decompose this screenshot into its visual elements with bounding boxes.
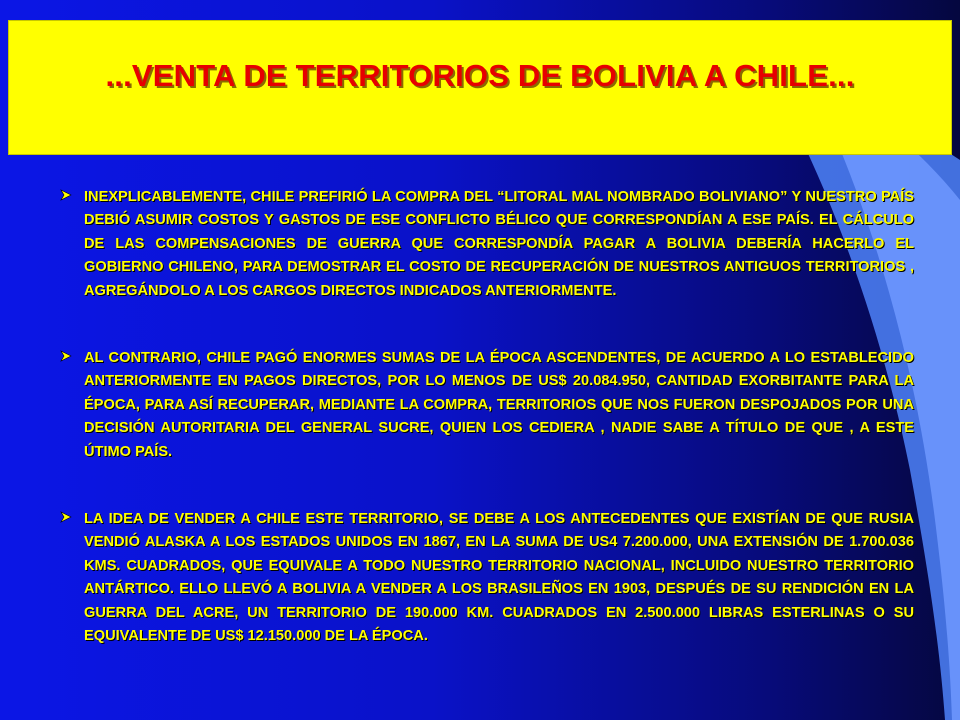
bullet-list [60,186,914,693]
slide-title: ...VENTA DE TERRITORIOS DE BOLIVIA A CHILE... [105,57,855,93]
bullet-item [60,347,914,464]
bullet-item [60,186,914,303]
arrow-bullet-icon [60,511,72,523]
bullet-item [60,508,914,648]
bullet-text: LA IDEA DE VENDER A CHILE ESTE TERRITORIO, SE DEBE A LOS ANTECEDENTES QUE EXISTÍAN DE QUE RUSIA VENDIÓ ALASKA A LOS ESTADOS UNIDOS EN 1867, EN LA SUMA DE US4 7.200.000, UNA EXTENSIÓN DE 1.700.036 KMS. CUADRADOS, QUE EQUIVALE A TODO NUESTRO TERRITORIO NACIONAL, INCLUIDO NUESTRO TERRITORIO ANTÁRTICO. ELLO LLEVÓ A BOLIVIA A VENDER A LOS BRASILEÑOS EN 1903, DESPUÉS DE SU RENDICIÓN EN LA GUERRA DEL ACRE, UN TERRITORIO DE 190.000 KM. CUADRADOS EN 2.500.000 LIBRAS ESTERLINAS O SU EQUIVALENTE DE US$ 12.150.000 DE LA ÉPOCA. [84,511,914,645]
bullet-text: AL CONTRARIO, CHILE PAGÓ ENORMES SUMAS DE LA ÉPOCA ASCENDENTES, DE ACUERDO A LO ESTABLECIDO ANTERIORMENTE EN PAGOS DIRECTOS, POR LO MENOS DE US$ 20.084.950, CANTIDAD EXORBITANTE PARA LA ÉPOCA, PARA ASÍ RECUPERAR, MEDIANTE LA COMPRA, TERRITORIOS QUE NOS FUERON DESPOJADOS POR UNA DECISIÓN AUTORITARIA DEL GENERAL SUCRE, QUIEN LOS CEDIERA , NADIE SABE A TÍTULO DE QUE , A ESTE ÚTIMO PAÍS. [84,350,914,460]
bullet-text: INEXPLICABLEMENTE, CHILE PREFIRIÓ LA COMPRA DEL “LITORAL MAL NOMBRADO BOLIVIANO” Y NUESTRO PAÍS DEBIÓ ASUMIR COSTOS Y GASTOS DE ESE CONFLICTO BÉLICO QUE CORRESPONDÍAN A ESE PAÍS. EL CÁLCULO DE LAS COMPENSACIONES DE GUERRA QUE CORRESPONDÍA PAGAR A BOLIVIA DEBERÍA HACERLO EL GOBIERNO CHILENO, PARA DEMOSTRAR EL COSTO DE RECUPERACIÓN DE NUESTROS ANTIGUOS TERRITORIOS , AGREGÁNDOLO A LOS CARGOS DIRECTOS INDICADOS ANTERIORMENTE. [84,189,914,299]
arrow-bullet-icon [60,350,72,362]
arrow-bullet-icon [60,189,72,201]
title-bar [8,20,952,155]
